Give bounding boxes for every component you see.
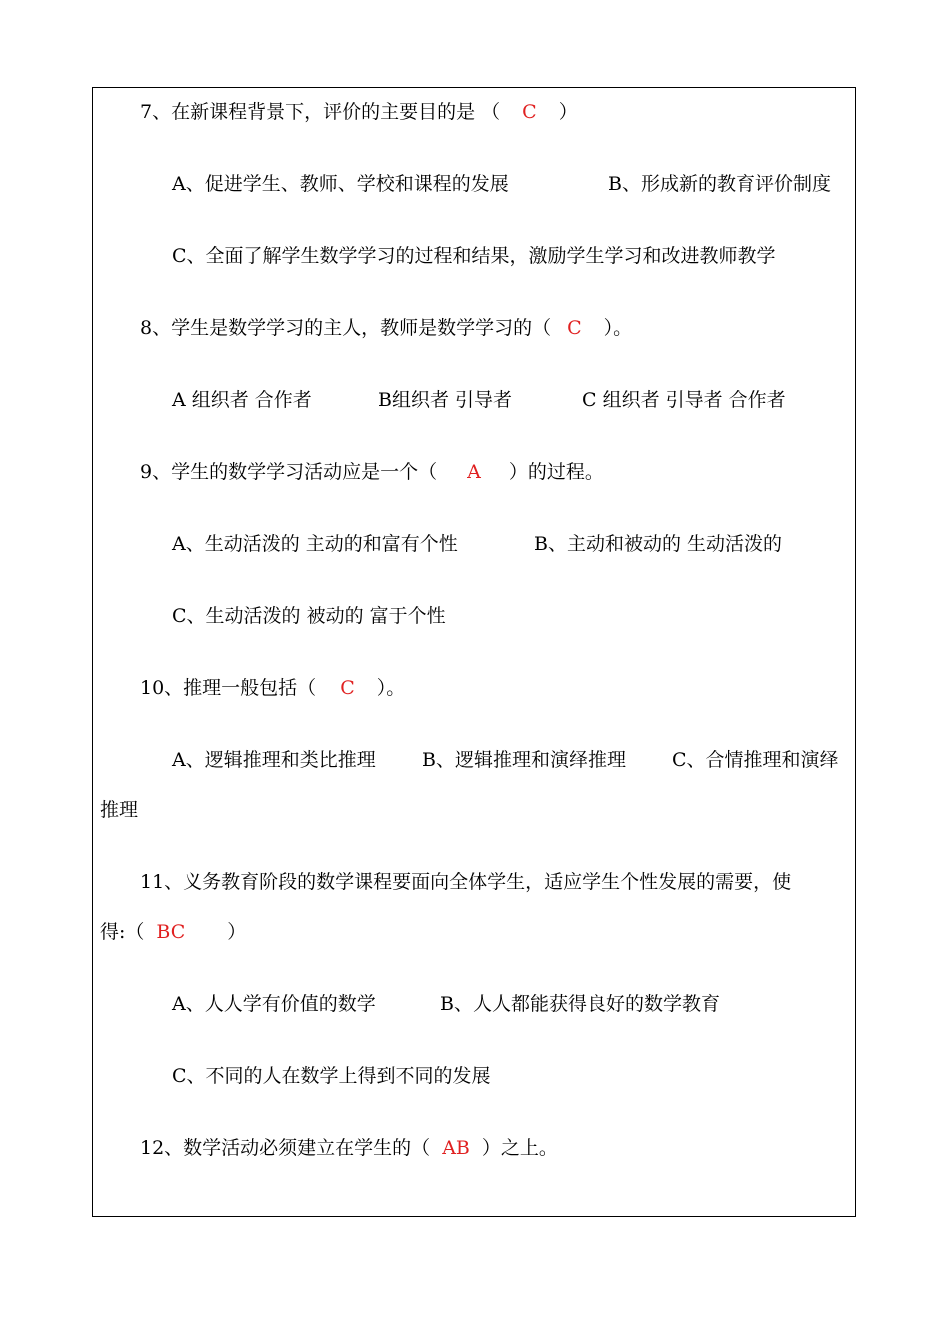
question-10-text: 10、推理一般包括（ [140, 677, 317, 699]
question-11-close: ） [227, 921, 247, 943]
question-11-line-2 [100, 920, 246, 944]
question-10-answer: C [340, 677, 355, 699]
question-9 [140, 460, 604, 484]
question-8-option-c: C 组织者 引导者 合作者 [582, 389, 786, 411]
question-9-close: ）的过程。 [508, 461, 604, 483]
question-10 [140, 676, 405, 700]
question-7-answer: C [522, 101, 537, 123]
question-10-option-a: A、逻辑推理和类比推理 [172, 749, 376, 771]
question-11-text: 得:（ [100, 921, 145, 943]
question-7-close: ） [558, 101, 578, 123]
question-8-close: ）。 [603, 317, 633, 339]
question-8 [140, 316, 632, 340]
question-8-option-a: A 组织者 合作者 [172, 389, 312, 411]
question-9-text: 9、学生的数学学习活动应是一个（ [140, 461, 438, 483]
question-7-option-b: B、形成新的教育评价制度 [608, 173, 831, 195]
question-10-close: ）。 [376, 677, 406, 699]
question-7-text: 7、在新课程背景下，评价的主要目的是 （ [140, 101, 501, 123]
question-9-option-a: A、生动活泼的 主动的和富有个性 [172, 533, 458, 555]
question-12-text: 12、数学活动必须建立在学生的（ [140, 1137, 431, 1159]
question-7 [140, 100, 578, 124]
question-7-option-c: C、全面了解学生数学学习的过程和结果，激励学生学习和改进教师教学 [172, 245, 776, 267]
question-12-close: ）之上。 [481, 1137, 558, 1159]
question-11-option-b: B、人人都能获得良好的数学教育 [440, 993, 720, 1015]
question-12-answer: AB [442, 1137, 470, 1159]
question-7-option-a: A、促进学生、教师、学校和课程的发展 [172, 173, 509, 195]
question-8-option-b: B组织者 引导者 [378, 389, 513, 411]
question-8-answer: C [567, 317, 582, 339]
question-11-option-c: C、不同的人在数学上得到不同的发展 [172, 1065, 491, 1087]
question-11-line-1: 11、义务教育阶段的数学课程要面向全体学生，适应学生个性发展的需要，使 [140, 871, 792, 893]
question-11-option-a: A、人人学有价值的数学 [172, 993, 376, 1015]
question-10-option-c: C、合情推理和演绎 [672, 749, 839, 771]
question-9-option-c: C、生动活泼的 被动的 富于个性 [172, 605, 446, 627]
question-12 [140, 1136, 558, 1160]
question-11-answer: BC [156, 921, 186, 943]
question-8-text: 8、学生是数学学习的主人，教师是数学学习的（ [140, 317, 552, 339]
question-9-option-b: B、主动和被动的 生动活泼的 [534, 533, 783, 555]
question-10-option-b: B、逻辑推理和演绎推理 [422, 749, 626, 771]
question-9-answer: A [467, 461, 481, 483]
question-10-option-c-continued: 推理 [100, 799, 139, 821]
